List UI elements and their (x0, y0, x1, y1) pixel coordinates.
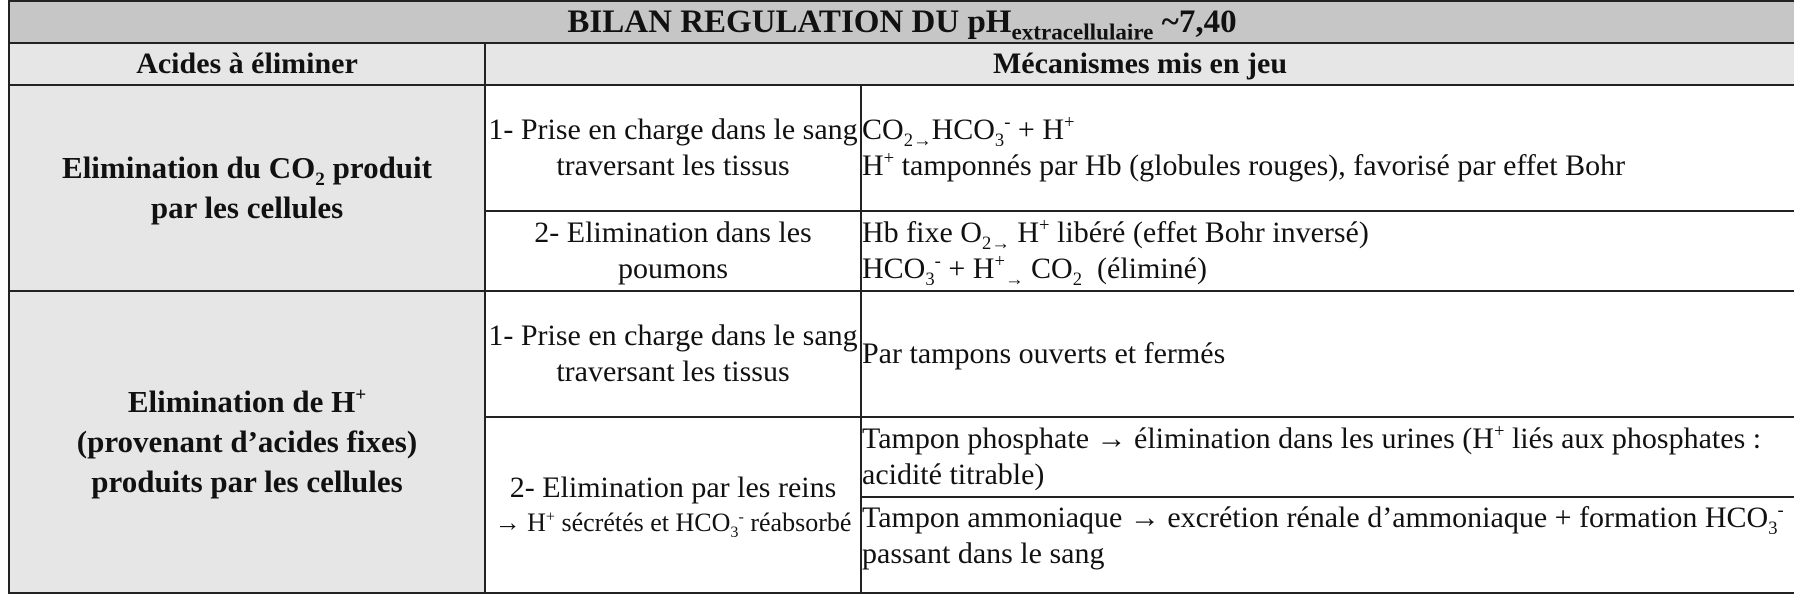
acid-h-cell (9, 291, 485, 593)
h-sup: + (545, 508, 555, 526)
arrow-icon: → (912, 130, 932, 151)
arrow-icon: → (991, 233, 1010, 254)
acid-co2-cell (9, 85, 485, 291)
acid-co2-part1: Elimination du CO (62, 150, 316, 185)
hco3-sub: 3 (1768, 518, 1778, 539)
hb-buffer-text: tamponnés par Hb (globules rouges), favorisé par effet Bohr (894, 149, 1626, 182)
bohr-inverse-text: libéré (effet Bohr inversé) (1049, 216, 1369, 249)
h-step1: 1- Prise en charge dans le sang traversant les tissus (485, 291, 861, 417)
sang-text: passant dans le sang (862, 537, 1105, 570)
ammoniaque-text: Tampon ammoniaque → excrétion rénale d’ammoniaque + formation HCO (862, 501, 1769, 534)
h-ion: H (1009, 216, 1040, 249)
hco3-sup: - (1777, 500, 1784, 521)
co2-formula: CO (1023, 252, 1073, 285)
arrow-icon: → (494, 508, 521, 537)
hco3-sub: 3 (994, 130, 1005, 151)
table-title (9, 1, 1794, 43)
co2-sub: 2 (1072, 269, 1083, 290)
hco3-sup: - (934, 251, 941, 272)
acid-h-line2: (provenant d’acides fixes) (76, 424, 418, 459)
hco3-formula: HCO (931, 113, 995, 146)
hco3-sup: - (1004, 112, 1011, 133)
arrow-icon: → (1004, 269, 1024, 290)
hco3-sub: 3 (730, 524, 739, 542)
acid-h-line3: produits par les cellules (91, 464, 403, 499)
title-subscript: extracellulaire (1011, 18, 1154, 45)
acid-co2-part2: produit (324, 150, 432, 185)
secretes-text: sécrétés et HCO (554, 508, 731, 537)
plus-h: + H (1010, 113, 1065, 146)
hb-fixe-o2: Hb fixe O (862, 216, 982, 249)
h-sup: + (994, 251, 1005, 272)
plus-h: + H (940, 252, 995, 285)
h-step2-title: 2- Elimination par les reins (509, 471, 837, 504)
header-acids: Acides à éliminer (9, 43, 485, 85)
regulation-summary-table (8, 0, 1794, 594)
hco3-formula: HCO (862, 252, 926, 285)
h-step2-mechanism-phosphate (861, 417, 1794, 497)
h-sup: + (1064, 112, 1075, 133)
h-step1-mechanism: Par tampons ouverts et fermés (861, 291, 1794, 417)
title-main: BILAN REGULATION DU pH (567, 4, 1012, 40)
h-ion: H (520, 508, 546, 537)
phosphate-text: Tampon phosphate → élimination dans les urines (H (862, 422, 1494, 455)
header-mechanisms: Mécanismes mis en jeu (485, 43, 1794, 85)
acid-co2-sub: 2 (315, 169, 325, 191)
reabsorbe-text: réabsorbé (743, 508, 852, 537)
o2-sub: 2 (981, 233, 992, 254)
co2-step2-mechanism (861, 211, 1794, 291)
acid-co2-line2: par les cellules (150, 190, 344, 225)
h-step2-mechanism-ammoniaque (861, 497, 1794, 593)
hco3-sub: 3 (925, 269, 935, 290)
hco3-sup: - (738, 508, 744, 526)
acid-h-sup: + (355, 384, 367, 406)
h-sup: + (1493, 421, 1505, 442)
co2-step2: 2- Elimination dans les poumons (485, 211, 861, 291)
elimine-text: (éliminé) (1082, 252, 1207, 285)
h-ion: H (862, 149, 884, 182)
co2-sub: 2 (903, 130, 913, 151)
co2-step1: 1- Prise en charge dans le sang traversant les tissus (485, 85, 861, 211)
title-value: ~7,40 (1153, 4, 1237, 40)
co2-formula: CO (862, 113, 904, 146)
h-sup: + (1039, 215, 1050, 236)
h-sup: + (883, 148, 895, 169)
co2-step1-mechanism (861, 85, 1794, 211)
acidite-text: liés aux phosphates : acidité titrable) (862, 422, 1762, 491)
acid-h-line1: Elimination de H (127, 384, 356, 419)
h-step2 (485, 417, 861, 593)
